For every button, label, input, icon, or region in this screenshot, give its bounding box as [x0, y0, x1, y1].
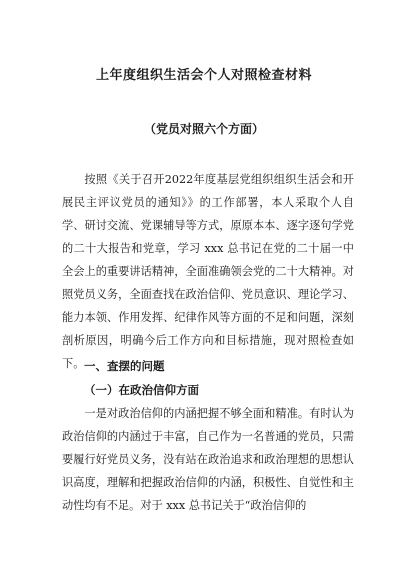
- document-subtitle: （党员对照六个方面）: [143, 122, 264, 136]
- body-paragraph: 一是对政治信仰的内涵把握不够全面和精准。有时认为政治信仰的内涵过于丰富，自己作为一名普通的党员，只需要履行好党员义务，没有站在政治追求和政治理想的思想认识高度，理解和把握政治信仰的内涵，积极性、自觉性和主动性均有不足。对于 xxx 总书记关于“政治信仰的: [62, 407, 354, 512]
- section-heading: 一、查摆的问题: [84, 359, 165, 373]
- intro-paragraph: 按照《关于召开2022年度基层党组织组织生活会和开展民主评议党员的通知》》的工作部署，本人采取个人自学、研讨交流、党课辅导等方式，原原本本、逐字逐句学党的二十大报告和党章，学习 xxx 总书记在党的二十届一中全会上的重要讲话精神，全面准确领会党的二十大精神。对照党员义务，全面查找在政治信仰、党员意识、理论学习、能力本领、作用发挥、纪律作风等方面的不足和问题，深刻剖析原因，明确今后工作方向和目标措施，现对照检查如下。: [62, 173, 354, 370]
- subsection-heading: （一）在政治信仰方面: [84, 383, 199, 397]
- document-title: 上年度组织生活会个人对照检查材料: [95, 68, 312, 83]
